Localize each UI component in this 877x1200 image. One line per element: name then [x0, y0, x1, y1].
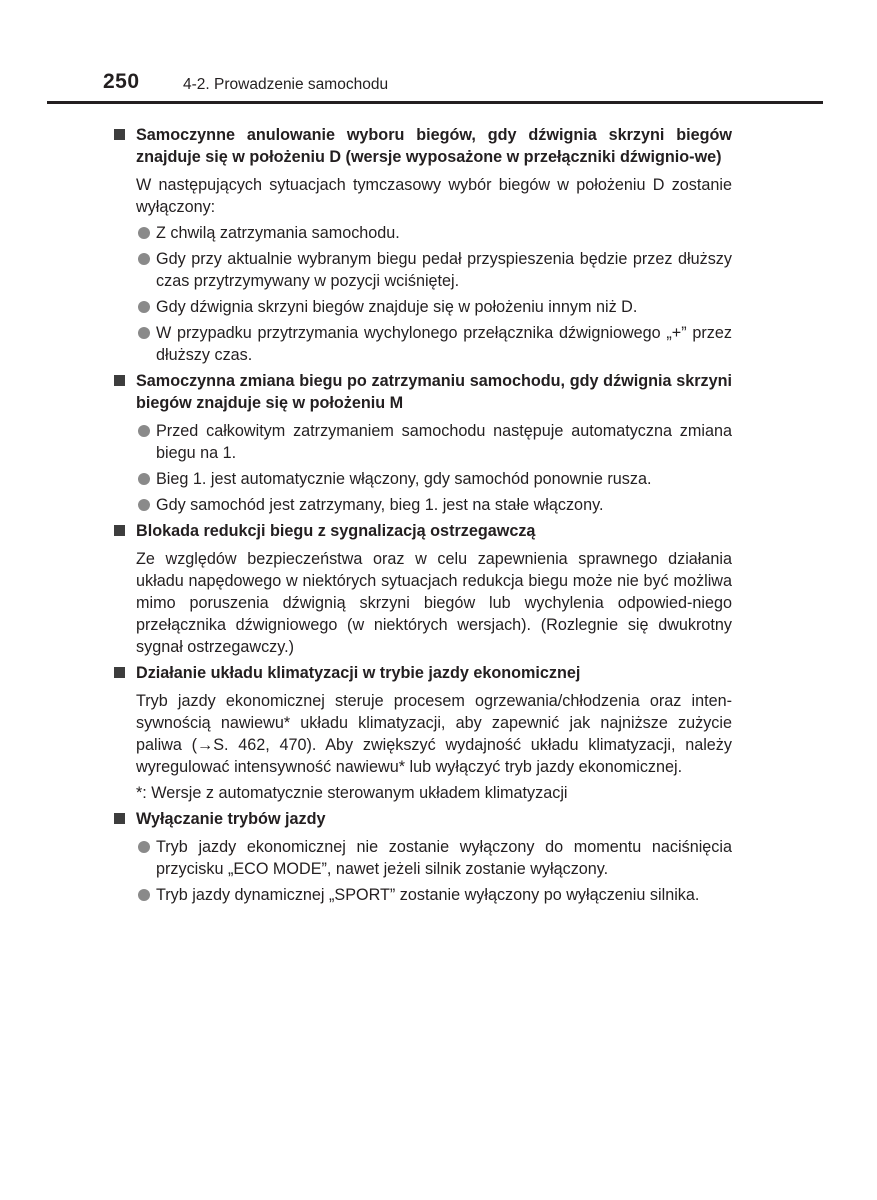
bullet-dot-icon	[138, 301, 150, 313]
bullet-list	[114, 836, 732, 906]
section-heading: Wyłączanie trybów jazdy	[114, 808, 732, 830]
list-item: Tryb jazdy dynamicznej „SPORT” zostanie wyłączony po wyłączeniu silnika.	[114, 884, 732, 906]
square-bullet-icon	[114, 525, 125, 536]
list-item: Gdy dźwignia skrzyni biegów znajduje się w położeniu innym niż D.	[114, 296, 732, 318]
square-bullet-icon	[114, 813, 125, 824]
header-divider	[47, 101, 823, 104]
section-heading: Samoczynna zmiana biegu po zatrzymaniu samochodu, gdy dźwignia skrzyni biegów znajduje się w położeniu M	[114, 370, 732, 414]
bullet-dot-icon	[138, 327, 150, 339]
page-content	[114, 124, 732, 910]
bullet-dot-icon	[138, 499, 150, 511]
list-item: Gdy przy aktualnie wybranym biegu pedał przyspieszenia będzie przez dłuższy czas przytrzymywany w pozycji wciśniętej.	[114, 248, 732, 292]
bullet-dot-icon	[138, 253, 150, 265]
bullet-dot-icon	[138, 841, 150, 853]
bullet-dot-icon	[138, 227, 150, 239]
bullet-list	[114, 420, 732, 516]
paragraph: Tryb jazdy ekonomicznej steruje procesem ogrzewania/chłodzenia oraz inten-sywnością nawiewu* układu klimatyzacji, aby zapewnić jak najniższe zużycie paliwa (→S. 462, 470). Aby zwiększyć wydajność układu klimatyzacji, należy wyregulować intensywność nawiewu* lub wyłączyć tryb jazdy ekonomicznej.	[136, 692, 732, 776]
paragraph: Ze względów bezpieczeństwa oraz w celu zapewnienia sprawnego działania układu napędowego w niektórych sytuacjach redukcja biegu może nie być możliwa mimo poruszenia dźwignią skrzyni biegów lub wychylenia odpowied-niego przełącznika dźwigniowego (w niektórych wersjach). (Rozlegnie się dwukrotny sygnał ostrzegawczy.)	[136, 550, 732, 656]
list-item: Z chwilą zatrzymania samochodu.	[114, 222, 732, 244]
bullet-list	[114, 222, 732, 366]
section-heading: Blokada redukcji biegu z sygnalizacją ostrzegawczą	[114, 520, 732, 542]
page-number: 250	[103, 70, 140, 93]
section-heading: Samoczynne anulowanie wyboru biegów, gdy dźwignia skrzyni biegów znajduje się w położeniu D (wersje wyposażone w przełączniki dźwignio-we)	[114, 124, 732, 168]
footnote: *: Wersje z automatycznie sterowanym układem klimatyzacji	[136, 784, 568, 802]
square-bullet-icon	[114, 375, 125, 386]
section-heading: Działanie układu klimatyzacji w trybie jazdy ekonomicznej	[114, 662, 732, 684]
section-drive-mode-off	[114, 808, 732, 906]
section-auto-downshift-m	[114, 370, 732, 516]
bullet-dot-icon	[138, 473, 150, 485]
chapter-title: 4-2. Prowadzenie samochodu	[183, 76, 389, 93]
section-auto-cancel-gear-selection	[114, 124, 732, 366]
list-item: Gdy samochód jest zatrzymany, bieg 1. jest na stałe włączony.	[114, 494, 732, 516]
list-item: Przed całkowitym zatrzymaniem samochodu następuje automatyczna zmiana biegu na 1.	[114, 420, 732, 464]
square-bullet-icon	[114, 667, 125, 678]
page-header	[0, 70, 877, 104]
list-item: W przypadku przytrzymania wychylonego przełącznika dźwigniowego „+” przez dłuższy czas.	[114, 322, 732, 366]
section-ac-eco-mode	[114, 662, 732, 804]
list-item: Bieg 1. jest automatycznie włączony, gdy samochód ponownie rusza.	[114, 468, 732, 490]
square-bullet-icon	[114, 129, 125, 140]
bullet-dot-icon	[138, 889, 150, 901]
paragraph: W następujących sytuacjach tymczasowy wybór biegów w położeniu D zostanie wyłączony:	[136, 176, 732, 216]
section-downshift-block-warning	[114, 520, 732, 658]
bullet-dot-icon	[138, 425, 150, 437]
list-item: Tryb jazdy ekonomicznej nie zostanie wyłączony do momentu naciśnięcia przycisku „ECO MODE”, nawet jeżeli silnik zostanie wyłączony.	[114, 836, 732, 880]
